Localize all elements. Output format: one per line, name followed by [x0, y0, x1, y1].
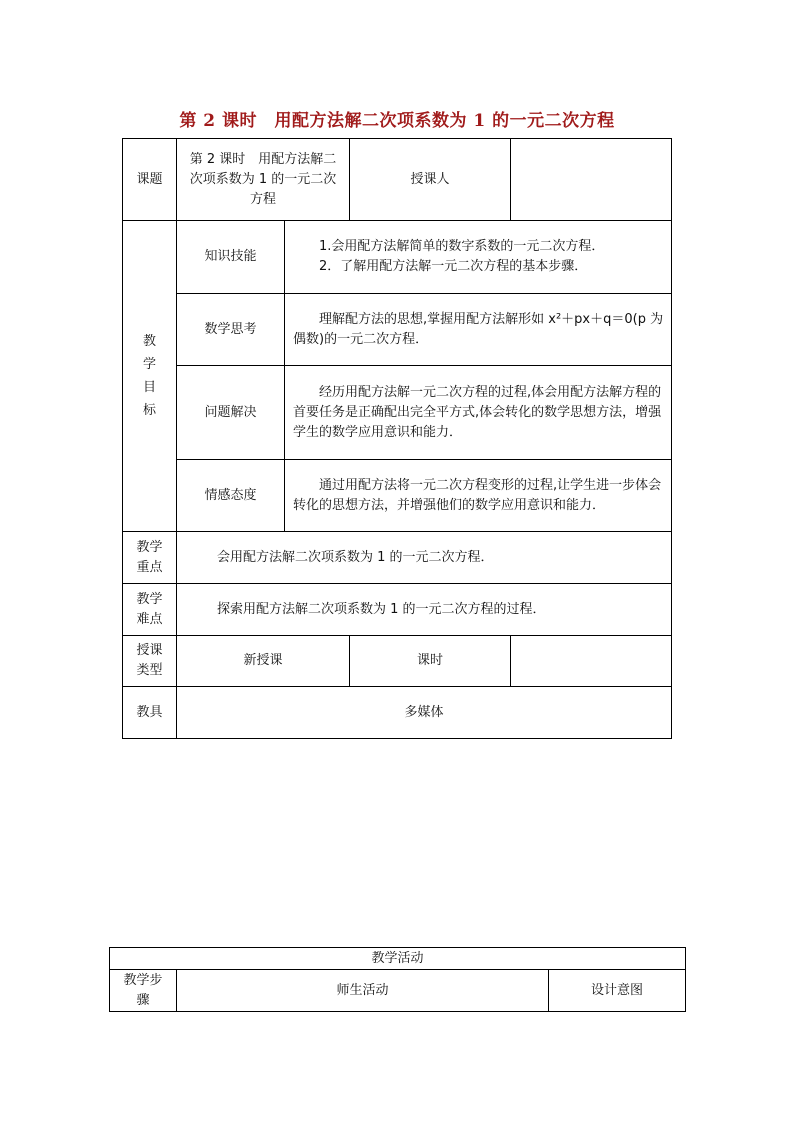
objective-row-attitude [123, 460, 672, 532]
tools-value: 多媒体 [177, 687, 672, 739]
objectives-label [123, 221, 177, 532]
math-thinking-text: 理解配方法的思想,掌握用配方法解形如 x²＋px＋q＝0(p 为偶数)的一元二次方程． [285, 294, 672, 366]
knowledge-line-1: 1.会用配方法解简单的数字系数的一元二次方程． [319, 239, 605, 254]
knowledge-line-2: 2．了解用配方法解一元二次方程的基本步骤． [319, 259, 588, 274]
topic-value: 第 2 课时 用配方法解二次项系数为 1 的一元二次方程 [177, 139, 350, 221]
teacher-value [511, 139, 672, 221]
math-thinking-label: 数学思考 [177, 294, 285, 366]
attitude-label: 情感态度 [177, 460, 285, 532]
key-point-label: 教学重点 [123, 532, 177, 584]
teacher-student-label: 师生活动 [177, 970, 549, 1012]
activity-columns-row [110, 970, 686, 1012]
period-value [511, 636, 672, 687]
tools-label: 教具 [123, 687, 177, 739]
period-label: 课时 [350, 636, 511, 687]
objective-row-problem-solving [123, 366, 672, 460]
objectives-label-char: 教 [142, 334, 156, 349]
tools-row [123, 687, 672, 739]
activity-table [109, 947, 686, 1012]
objectives-label-char: 标 [142, 403, 156, 418]
objective-row-knowledge [123, 221, 672, 294]
lesson-type-value: 新授课 [177, 636, 350, 687]
lesson-plan-table [122, 138, 672, 739]
difficulty-label: 教学难点 [123, 584, 177, 636]
page-title: 第 2 课时 用配方法解二次项系数为 1 的一元二次方程 [179, 111, 615, 131]
difficulty-text: 探索用配方法解二次项系数为 1 的一元二次方程的过程． [177, 584, 672, 636]
objectives-label-char: 目 [142, 380, 156, 395]
topic-row [123, 139, 672, 221]
problem-solving-text: 经历用配方法解一元二次方程的过程,体会用配方法解方程的首要任务是正确配出完全平方式,体会转化的数学思想方法，增强学生的数学应用意识和能力． [285, 366, 672, 460]
key-point-row [123, 532, 672, 584]
problem-solving-label: 问题解决 [177, 366, 285, 460]
knowledge-text [285, 221, 672, 294]
knowledge-label: 知识技能 [177, 221, 285, 294]
design-intent-label: 设计意图 [549, 970, 686, 1012]
lesson-type-row [123, 636, 672, 687]
activity-header: 教学活动 [110, 948, 686, 970]
lesson-type-label: 授课类型 [123, 636, 177, 687]
topic-label: 课题 [123, 139, 177, 221]
key-point-text: 会用配方法解二次项系数为 1 的一元二次方程． [177, 532, 672, 584]
steps-label: 教学步骤 [110, 970, 177, 1012]
objectives-label-char: 学 [142, 357, 156, 372]
difficulty-row [123, 584, 672, 636]
objective-row-math-thinking [123, 294, 672, 366]
activity-header-row [110, 948, 686, 970]
teacher-label: 授课人 [350, 139, 511, 221]
attitude-text: 通过用配方法将一元二次方程变形的过程,让学生进一步体会转化的思想方法，并增强他们的数学应用意识和能力． [285, 460, 672, 532]
